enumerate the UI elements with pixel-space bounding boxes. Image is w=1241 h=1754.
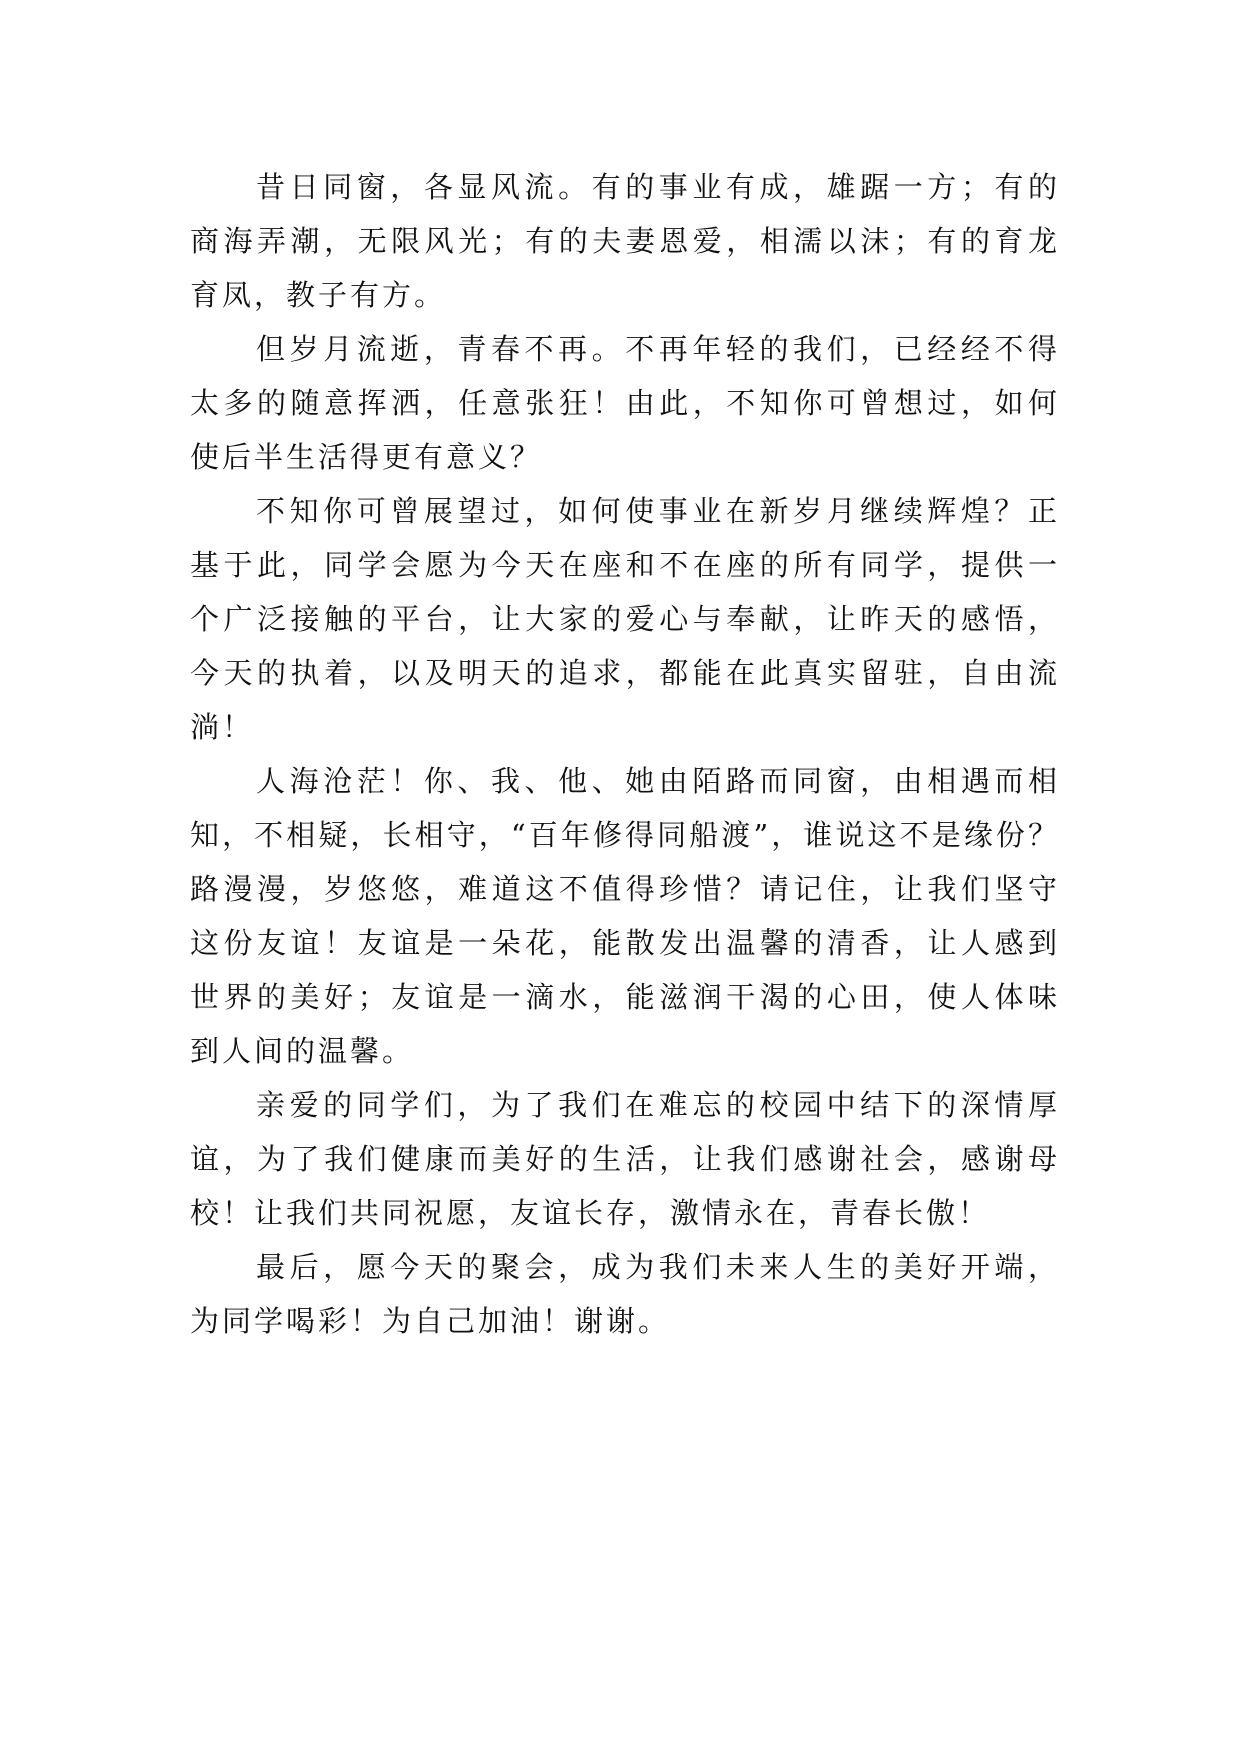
paragraph-line: 不知你可曾展望过，如何使事业在新岁月继续辉煌？正 (256, 494, 1060, 528)
paragraph-6 (190, 1240, 1060, 1348)
paragraph-line: 到人间的温馨。 (190, 1034, 415, 1068)
paragraph-line: 亲爱的同学们，为了我们在难忘的校园中结下的深情厚 (256, 1088, 1060, 1122)
paragraph-line: 昔日同窗，各显风流。有的事业有成，雄踞一方；有的 (256, 170, 1060, 204)
paragraph-line: 谊，为了我们健康而美好的生活，让我们感谢社会，感谢母 (190, 1142, 1060, 1176)
paragraph-line: 育凤，教子有方。 (190, 278, 447, 312)
paragraph-line: 太多的随意挥洒，任意张狂！由此，不知你可曾想过，如何 (190, 386, 1060, 420)
paragraph-line: 但岁月流逝，青春不再。不再年轻的我们，已经经不得 (256, 332, 1060, 366)
paragraph-line: 淌！ (190, 710, 255, 744)
paragraph-5 (190, 1078, 1060, 1240)
paragraph-line: 校！让我们共同祝愿，友谊长存，激情永在，青春长傲！ (190, 1196, 991, 1230)
paragraph-line: 为同学喝彩！为自己加油！谢谢。 (190, 1304, 671, 1338)
paragraph-line: 最后，愿今天的聚会，成为我们未来人生的美好开端， (256, 1250, 1060, 1284)
paragraph-line: 今天的执着，以及明天的追求，都能在此真实留驻，自由流 (190, 656, 1060, 690)
paragraph-line: 知，不相疑，长相守，“百年修得同船渡”，谁说这不是缘份？ (190, 818, 1060, 852)
paragraph-line: 使后半生活得更有意义？ (190, 440, 543, 474)
paragraph-line: 商海弄潮，无限风光；有的夫妻恩爱，相濡以沫；有的育龙 (190, 224, 1060, 258)
paragraph-1 (190, 160, 1060, 322)
paragraph-line: 世界的美好；友谊是一滴水，能滋润干渴的心田，使人体味 (190, 980, 1060, 1014)
paragraph-3 (190, 484, 1060, 754)
paragraph-line: 路漫漫，岁悠悠，难道这不值得珍惜？请记住，让我们坚守 (190, 872, 1060, 906)
paragraph-2 (190, 322, 1060, 484)
paragraph-line: 个广泛接触的平台，让大家的爱心与奉献，让昨天的感悟， (190, 602, 1060, 636)
paragraph-line: 基于此，同学会愿为今天在座和不在座的所有同学，提供一 (190, 548, 1060, 582)
paragraph-4 (190, 754, 1060, 1078)
paragraph-line: 人海沧茫！你、我、他、她由陌路而同窗，由相遇而相 (256, 764, 1060, 798)
paragraph-line: 这份友谊！友谊是一朵花，能散发出温馨的清香，让人感到 (190, 926, 1060, 960)
document-body (190, 160, 1060, 1348)
